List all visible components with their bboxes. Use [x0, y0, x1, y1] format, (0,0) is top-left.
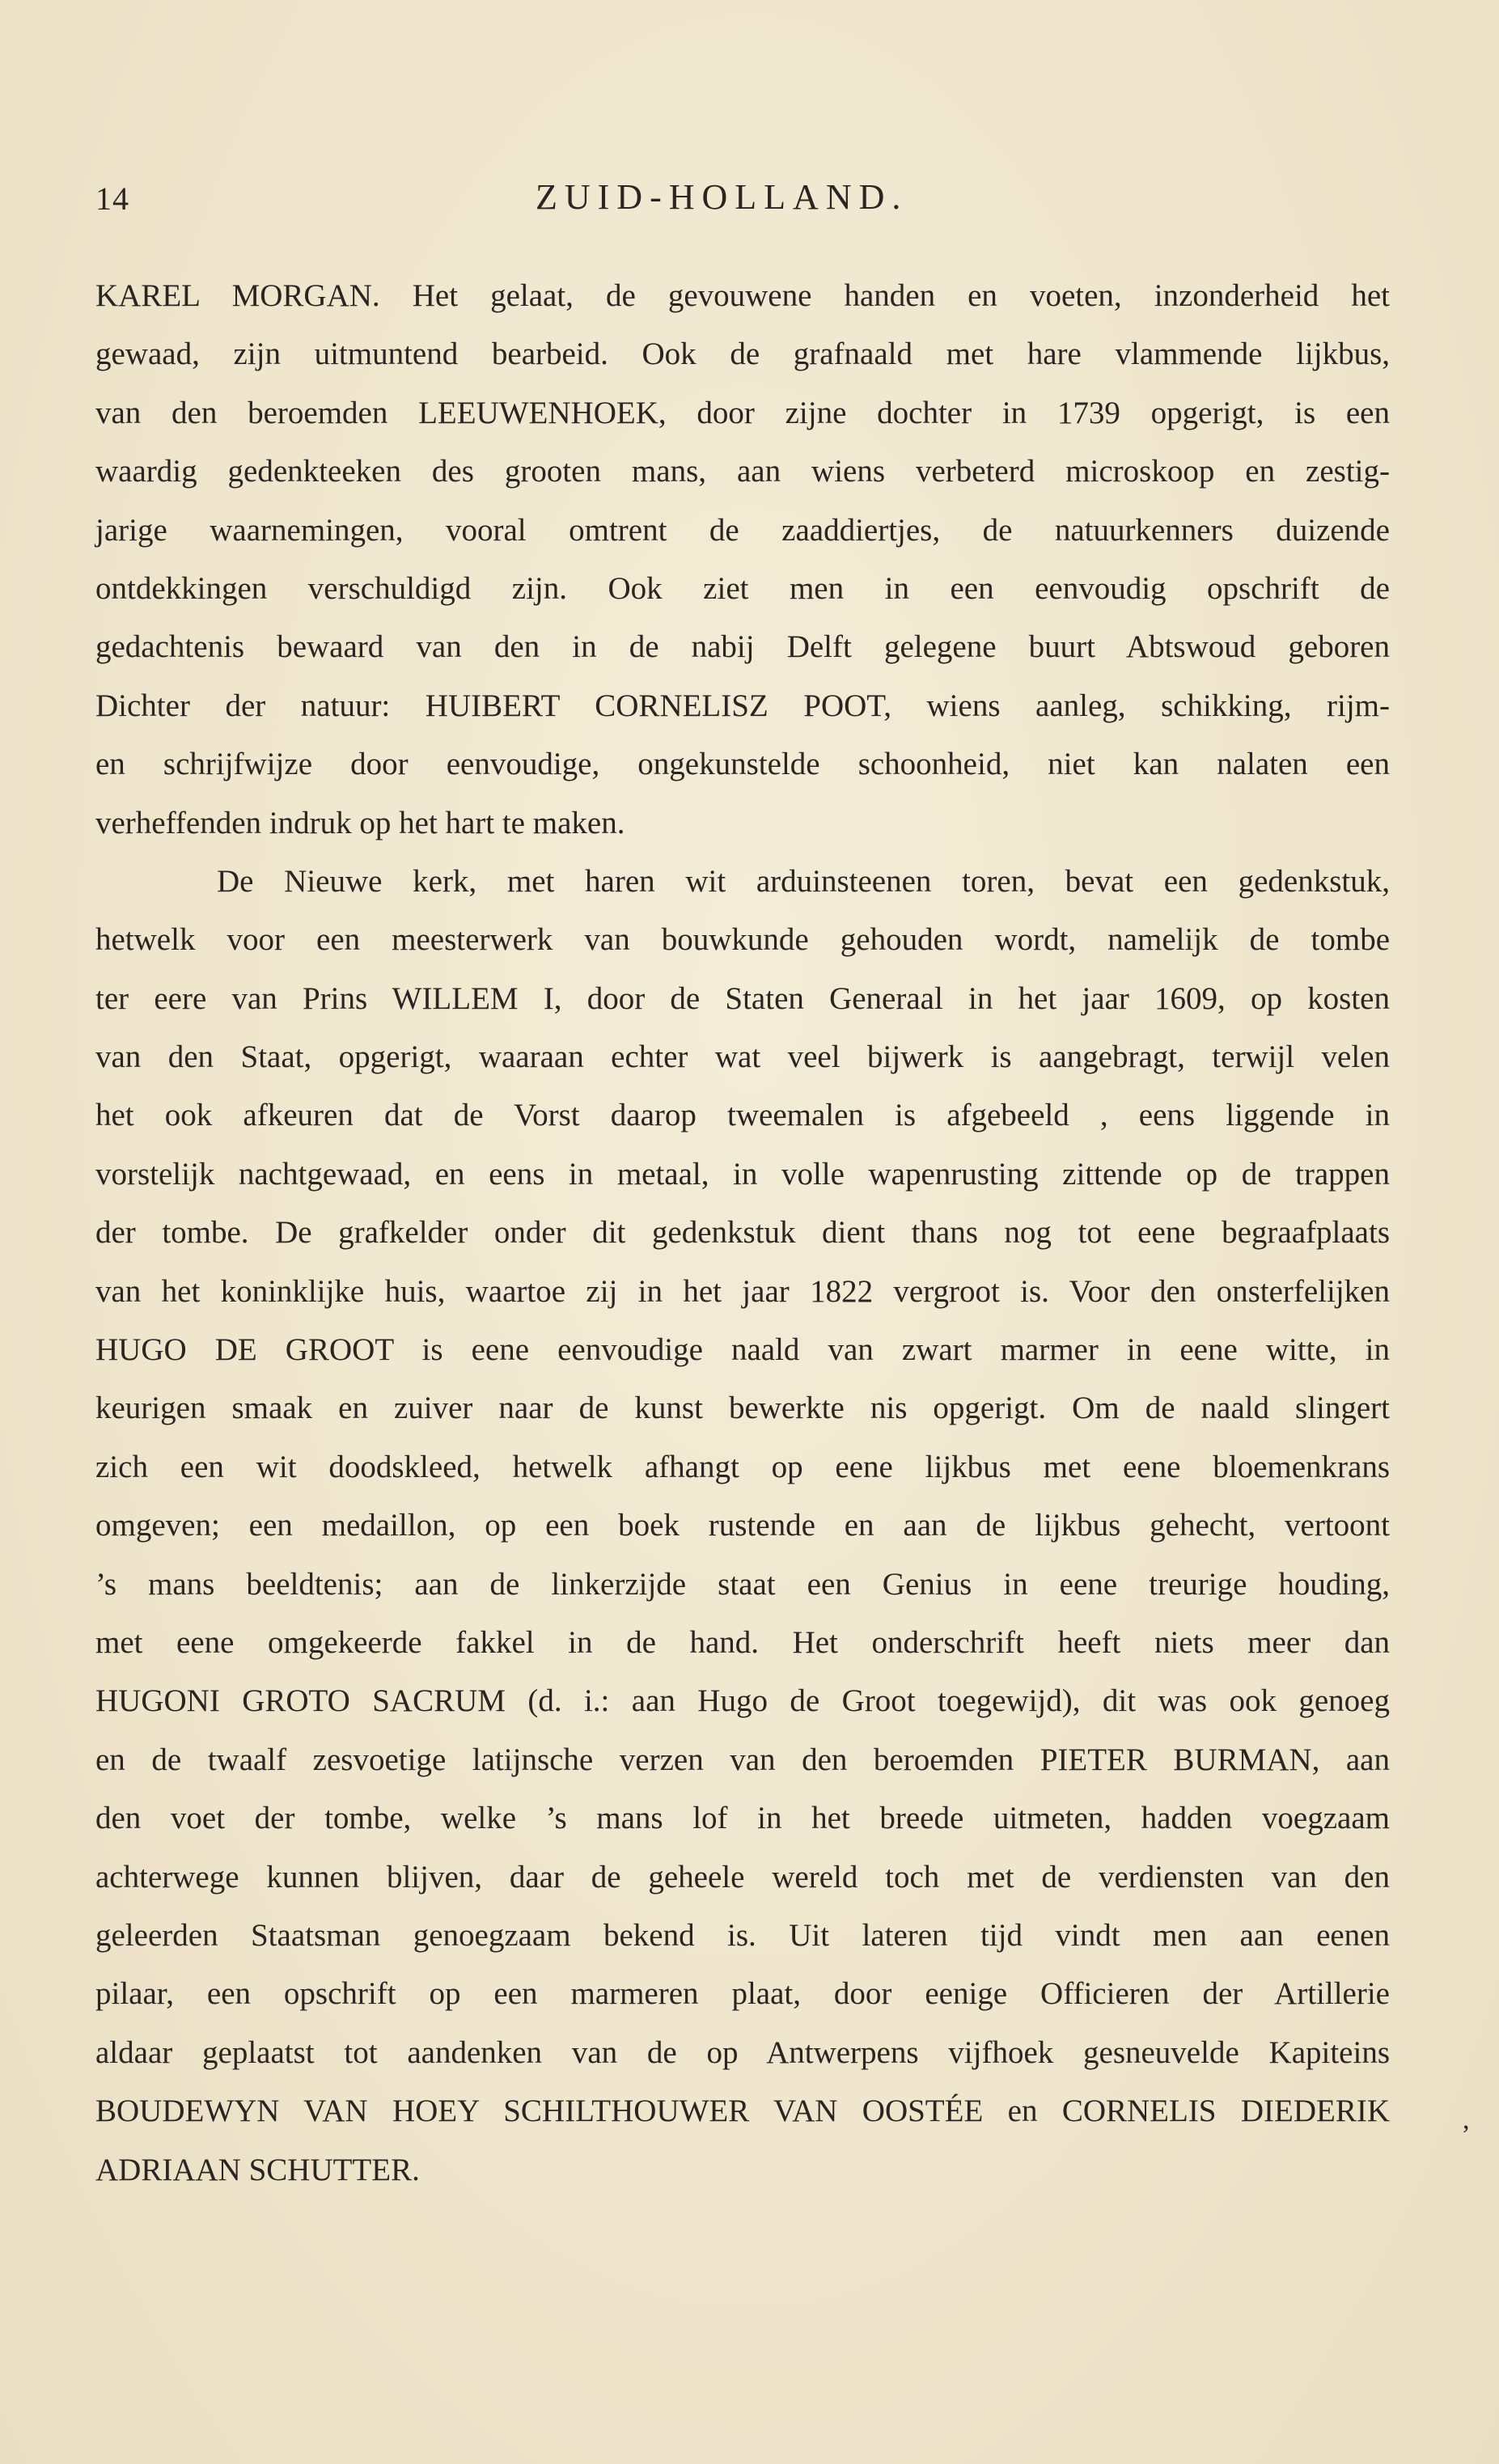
text-line: pilaar, een opschrift op een marmeren plaat, door eenige Officieren der Artillerie	[95, 1976, 1390, 2012]
text-line: en schrijfwijze door eenvoudige, ongekunstelde schoonheid, niet kan nalaten een	[95, 747, 1390, 782]
text-line: ADRIAAN SCHUTTER.	[95, 2152, 420, 2187]
text-line: met eene omgekeerde fakkel in de hand. Het onderschrift heeft niets meer dan	[95, 1624, 1390, 1660]
text-line: geleerden Staatsman genoegzaam bekend is. Uit lateren tijd vindt men aan eenen	[95, 1917, 1390, 1953]
text-line: vorstelijk nachtgewaad, en eens in metaal, in volle wapenrusting zittende op de trappen	[95, 1156, 1390, 1192]
text-line: De Nieuwe kerk, met haren wit arduinsteenen toren, bevat een gedenkstuk,	[217, 863, 1390, 899]
margin-mark: ,	[1463, 2105, 1470, 2135]
text-line: gedachtenis bewaard van den in de nabij Delft gelegene buurt Abtswoud geboren	[95, 629, 1390, 665]
text-line: achterwege kunnen blijven, daar de geheele wereld toch met de verdiensten van den	[95, 1859, 1390, 1895]
text-line: het ook afkeuren dat de Vorst daarop tweemalen is afgebeeld , eens liggende in	[95, 1098, 1390, 1133]
page-number: 14	[95, 180, 129, 217]
text-line: ontdekkingen verschuldigd zijn. Ook ziet men in een eenvoudig opschrift de	[95, 570, 1390, 606]
text-line: Dichter der natuur: HUIBERT CORNELISZ POOT, wiens aanleg, schikking, rijm-	[95, 688, 1390, 723]
text-line: zich een wit doodskleed, hetwelk afhangt op eene lijkbus met eene bloemenkrans	[95, 1449, 1390, 1484]
body-text	[95, 267, 1390, 2199]
text-line: HUGO DE GROOT is eene eenvoudige naald van zwart marmer in eene witte, in	[95, 1332, 1390, 1368]
text-line: gewaad, zijn uitmuntend bearbeid. Ook de grafnaald met hare vlammende lijkbus,	[95, 337, 1390, 372]
text-line: en de twaalf zesvoetige latijnsche verzen van den beroemden PIETER BURMAN, aan	[95, 1742, 1390, 1777]
text-line: waardig gedenkteeken des grooten mans, aan wiens verbeterd microskoop en zestig-	[95, 454, 1390, 489]
text-line: aldaar geplaatst tot aandenken van de op Antwerpens vijfhoek gesneuvelde Kapiteins	[95, 2034, 1390, 2070]
text-line: der tombe. De grafkelder onder dit gedenkstuk dient thans nog tot eene begraafplaats	[95, 1215, 1390, 1251]
text-line: van den Staat, opgerigt, waaraan echter wat veel bijwerk is aangebragt, terwijl velen	[95, 1039, 1390, 1075]
running-title: ZUID-HOLLAND.	[536, 177, 908, 217]
text-line: ter eere van Prins WILLEM I, door de Staten Generaal in het jaar 1609, op kosten	[95, 980, 1390, 1016]
text-line: den voet der tombe, welke ’s mans lof in het breede uitmeten, hadden voegzaam	[95, 1801, 1390, 1836]
text-line: van den beroemden LEEUWENHOEK, door zijne dochter in 1739 opgerigt, is een	[95, 395, 1390, 430]
text-line: KAREL MORGAN. Het gelaat, de gevouwene handen en voeten, inzonderheid het	[95, 278, 1390, 313]
text-line: verheffenden indruk op het hart te maken.	[95, 805, 625, 840]
text-line: van het koninklijke huis, waartoe zij in het jaar 1822 vergroot is. Voor den onsterfelijken	[95, 1273, 1390, 1309]
text-line: hetwelk voor een meesterwerk van bouwkunde gehouden wordt, namelijk de tombe	[95, 922, 1390, 958]
text-line: jarige waarnemingen, vooral omtrent de zaaddiertjes, de natuurkenners duizende	[95, 512, 1390, 548]
text-line: keurigen smaak en zuiver naar de kunst bewerkte nis opgerigt. Om de naald slingert	[95, 1391, 1390, 1426]
text-line: HUGONI GROTO SACRUM (d. i.: aan Hugo de Groot toegewijd), dit was ook genoeg	[95, 1683, 1390, 1719]
text-line: ’s mans beeldtenis; aan de linkerzijde staat een Genius in eene treurige houding,	[95, 1566, 1390, 1602]
text-line: omgeven; een medaillon, op een boek rustende en aan de lijkbus gehecht, vertoont	[95, 1508, 1390, 1543]
text-line: BOUDEWYN VAN HOEY SCHILTHOUWER VAN OOSTÉE en CORNELIS DIEDERIK	[95, 2094, 1390, 2129]
